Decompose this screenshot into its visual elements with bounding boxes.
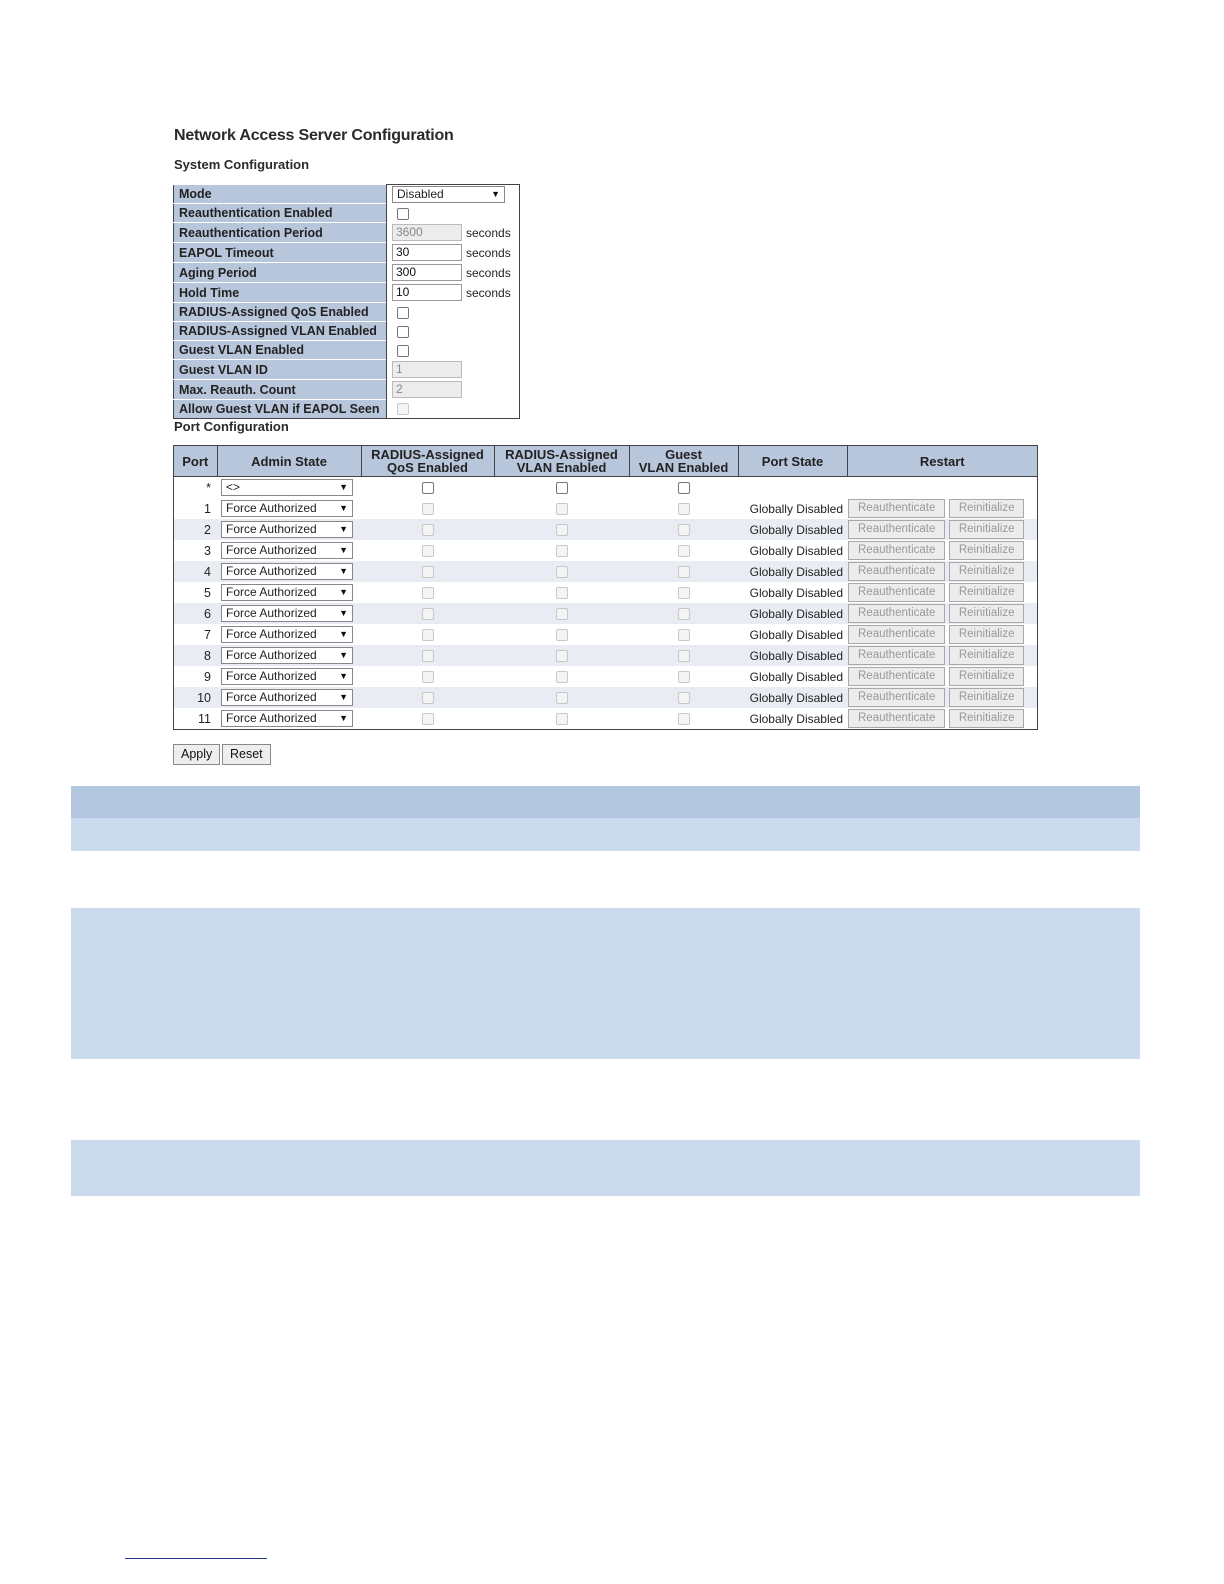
reinitialize-button[interactable]: Reinitialize — [949, 604, 1025, 623]
reinitialize-button[interactable]: Reinitialize — [949, 499, 1025, 518]
port-number: 11 — [198, 711, 211, 726]
radius-qos-checkbox[interactable] — [422, 671, 434, 683]
radius-qos-checkbox[interactable] — [422, 713, 434, 725]
port-number: 3 — [204, 543, 211, 558]
col-radius-qos — [361, 446, 494, 477]
eapol-timeout-input[interactable]: 30 — [392, 244, 462, 261]
guest-vlan-checkbox[interactable] — [678, 545, 690, 557]
port-number: 10 — [174, 687, 218, 708]
reset-button[interactable]: Reset — [222, 744, 271, 765]
reauthenticate-button[interactable]: Reauthenticate — [848, 604, 945, 623]
guest-vlan-checkbox[interactable] — [678, 566, 690, 578]
col-guest-vlan — [629, 446, 738, 477]
hold-time-label: Hold Time — [174, 283, 387, 303]
radius-vlan-checkbox[interactable] — [556, 671, 568, 683]
apply-button[interactable]: Apply — [173, 744, 220, 765]
table-row — [174, 582, 1038, 603]
mode-value: Disabled — [397, 186, 444, 201]
page-title: Network Access Server Configuration — [174, 127, 454, 144]
radius-vlan-checkbox[interactable] — [556, 503, 568, 515]
admin-state-select[interactable] — [221, 521, 353, 538]
footer-divider — [125, 1558, 267, 1559]
guest-vlan-checkbox[interactable] — [678, 503, 690, 515]
guest-vlan-checkbox[interactable] — [678, 608, 690, 620]
band-light — [71, 1140, 1140, 1196]
reinitialize-button[interactable]: Reinitialize — [949, 520, 1025, 539]
port-number: 5 — [204, 585, 211, 600]
admin-state-select[interactable] — [221, 668, 353, 685]
table-row — [174, 624, 1038, 645]
col-guest-vlan-line1: Guest — [665, 447, 702, 462]
table-row — [174, 645, 1038, 666]
table-row — [174, 666, 1038, 687]
admin-state-value: Force Authorized — [226, 627, 317, 641]
wildcard-guest-vlan-checkbox[interactable] — [678, 482, 690, 494]
radius-vlan-checkbox[interactable] — [556, 692, 568, 704]
wildcard-row — [174, 477, 1038, 499]
allow-guest-checkbox[interactable] — [397, 403, 409, 415]
guest-vlan-enabled-label: Guest VLAN Enabled — [174, 341, 387, 360]
reauthenticate-button[interactable]: Reauthenticate — [848, 520, 945, 539]
admin-state-select[interactable] — [221, 626, 353, 643]
wildcard-port: * — [206, 480, 211, 495]
port-number: 7 — [204, 627, 211, 642]
chevron-down-icon: ▼ — [339, 545, 348, 555]
col-admin-state: Admin State — [217, 446, 361, 477]
admin-state-select[interactable] — [221, 605, 353, 622]
radius-vlan-checkbox[interactable] — [556, 608, 568, 620]
table-row — [174, 540, 1038, 561]
chevron-down-icon: ▼ — [339, 524, 348, 534]
port-state: Globally Disabled — [749, 711, 843, 726]
reauth-period-input[interactable]: 3600 — [392, 224, 462, 241]
port-number: 9 — [204, 669, 211, 684]
port-config-table — [173, 445, 1038, 730]
seconds-unit: seconds — [466, 265, 511, 280]
col-radius-vlan-line2: VLAN Enabled — [516, 460, 607, 475]
col-port: Port — [174, 446, 218, 477]
chevron-down-icon: ▼ — [339, 671, 348, 681]
chevron-down-icon: ▼ — [491, 188, 500, 199]
reauthenticate-button[interactable]: Reauthenticate — [848, 646, 945, 665]
port-state: Globally Disabled — [738, 603, 847, 624]
guest-vlan-checkbox[interactable] — [678, 713, 690, 725]
radius-qos-checkbox[interactable] — [422, 692, 434, 704]
port-number: 1 — [204, 501, 211, 516]
reinitialize-button[interactable]: Reinitialize — [949, 625, 1025, 644]
col-radius-vlan-line1: RADIUS-Assigned — [505, 447, 618, 462]
radius-qos-checkbox[interactable] — [422, 608, 434, 620]
port-state: Globally Disabled — [738, 561, 847, 582]
reauthenticate-button[interactable]: Reauthenticate — [848, 709, 945, 728]
col-radius-qos-line1: RADIUS-Assigned — [371, 447, 484, 462]
table-row — [174, 519, 1038, 540]
port-state: Globally Disabled — [749, 501, 843, 516]
admin-state-select[interactable] — [221, 647, 353, 664]
port-state: Globally Disabled — [749, 543, 843, 558]
reinitialize-button[interactable]: Reinitialize — [949, 562, 1025, 581]
radius-qos-checkbox[interactable] — [422, 566, 434, 578]
radius-vlan-checkbox[interactable] — [556, 566, 568, 578]
admin-state-select[interactable] — [221, 710, 353, 727]
system-config-table — [173, 184, 520, 419]
admin-state-value: Force Authorized — [226, 669, 317, 683]
reinitialize-button[interactable]: Reinitialize — [949, 688, 1025, 707]
eapol-timeout-label: EAPOL Timeout — [174, 243, 387, 263]
admin-state-value: Force Authorized — [226, 690, 317, 704]
reinitialize-button[interactable]: Reinitialize — [949, 646, 1025, 665]
radius-qos-checkbox[interactable] — [422, 545, 434, 557]
port-state: Globally Disabled — [749, 669, 843, 684]
max-reauth-label: Max. Reauth. Count — [174, 380, 387, 400]
reauthenticate-button[interactable]: Reauthenticate — [848, 625, 945, 644]
reauthenticate-button[interactable]: Reauthenticate — [848, 499, 945, 518]
band-light — [71, 908, 1140, 1059]
guest-vlan-checkbox[interactable] — [678, 629, 690, 641]
wildcard-radius-vlan-checkbox[interactable] — [556, 482, 568, 494]
wildcard-admin-state-select[interactable] — [221, 479, 353, 496]
admin-state-value: Force Authorized — [226, 648, 317, 662]
col-restart: Restart — [847, 446, 1038, 477]
admin-state-value: Force Authorized — [226, 564, 317, 578]
radius-qos-checkbox[interactable] — [422, 587, 434, 599]
mode-label: Mode — [174, 185, 387, 204]
table-row — [174, 708, 1038, 730]
radius-qos-checkbox[interactable] — [422, 503, 434, 515]
table-row — [174, 603, 1038, 624]
chevron-down-icon: ▼ — [339, 608, 348, 618]
reauthenticate-button[interactable]: Reauthenticate — [848, 688, 945, 707]
col-guest-vlan-line2: VLAN Enabled — [638, 460, 729, 475]
radius-vlan-checkbox[interactable] — [397, 326, 409, 338]
port-state: Globally Disabled — [738, 687, 847, 708]
reauthenticate-button[interactable]: Reauthenticate — [848, 667, 945, 686]
chevron-down-icon: ▼ — [339, 692, 348, 702]
guest-vlan-enabled-checkbox[interactable] — [397, 345, 409, 357]
radius-qos-checkbox[interactable] — [422, 524, 434, 536]
port-number: 2 — [174, 519, 218, 540]
reauthenticate-button[interactable]: Reauthenticate — [848, 562, 945, 581]
guest-vlan-id-input[interactable]: 1 — [392, 361, 462, 378]
seconds-unit: seconds — [466, 245, 511, 260]
reauth-period-label: Reauthentication Period — [174, 223, 387, 243]
mode-select[interactable] — [392, 186, 505, 203]
reinitialize-button[interactable]: Reinitialize — [949, 541, 1025, 560]
col-port-state: Port State — [738, 446, 847, 477]
radius-vlan-label: RADIUS-Assigned VLAN Enabled — [174, 322, 387, 341]
wildcard-radius-qos-checkbox[interactable] — [422, 482, 434, 494]
port-number: 8 — [174, 645, 218, 666]
guest-vlan-checkbox[interactable] — [678, 692, 690, 704]
admin-state-select[interactable] — [221, 542, 353, 559]
admin-state-select[interactable] — [221, 584, 353, 601]
reauthenticate-button[interactable]: Reauthenticate — [848, 541, 945, 560]
guest-vlan-id-label: Guest VLAN ID — [174, 360, 387, 380]
port-config-heading: Port Configuration — [174, 419, 289, 434]
radius-qos-checkbox[interactable] — [397, 307, 409, 319]
radius-vlan-checkbox[interactable] — [556, 629, 568, 641]
wildcard-admin-state-value: <> — [226, 480, 241, 494]
port-state: Globally Disabled — [738, 519, 847, 540]
guest-vlan-checkbox[interactable] — [678, 671, 690, 683]
reinitialize-button[interactable]: Reinitialize — [949, 583, 1025, 602]
guest-vlan-checkbox[interactable] — [678, 650, 690, 662]
radius-vlan-checkbox[interactable] — [556, 713, 568, 725]
radius-qos-checkbox[interactable] — [422, 650, 434, 662]
chevron-down-icon: ▼ — [339, 482, 348, 492]
table-row — [174, 561, 1038, 582]
reinitialize-button[interactable]: Reinitialize — [949, 667, 1025, 686]
reauth-enabled-label: Reauthentication Enabled — [174, 204, 387, 223]
radius-vlan-checkbox[interactable] — [556, 524, 568, 536]
band-light — [71, 818, 1140, 851]
chevron-down-icon: ▼ — [339, 713, 348, 723]
admin-state-value: Force Authorized — [226, 585, 317, 599]
allow-guest-label: Allow Guest VLAN if EAPOL Seen — [174, 400, 387, 419]
chevron-down-icon: ▼ — [339, 566, 348, 576]
max-reauth-input[interactable]: 2 — [392, 381, 462, 398]
system-config-heading: System Configuration — [174, 157, 310, 172]
admin-state-select[interactable] — [221, 563, 353, 580]
guest-vlan-checkbox[interactable] — [678, 524, 690, 536]
band-dark — [71, 786, 1140, 818]
chevron-down-icon: ▼ — [339, 650, 348, 660]
admin-state-value: Force Authorized — [226, 501, 317, 515]
radius-qos-label: RADIUS-Assigned QoS Enabled — [174, 303, 387, 322]
admin-state-select[interactable] — [221, 500, 353, 517]
chevron-down-icon: ▼ — [339, 587, 348, 597]
aging-period-label: Aging Period — [174, 263, 387, 283]
col-radius-qos-line2: QoS Enabled — [387, 460, 468, 475]
radius-vlan-checkbox[interactable] — [556, 650, 568, 662]
port-number: 6 — [174, 603, 218, 624]
reauth-enabled-checkbox[interactable] — [397, 208, 409, 220]
admin-state-value: Force Authorized — [226, 711, 317, 725]
radius-vlan-checkbox[interactable] — [556, 545, 568, 557]
admin-state-value: Force Authorized — [226, 606, 317, 620]
port-state: Globally Disabled — [749, 627, 843, 642]
guest-vlan-checkbox[interactable] — [678, 587, 690, 599]
port-state: Globally Disabled — [749, 585, 843, 600]
admin-state-value: Force Authorized — [226, 543, 317, 557]
aging-period-input[interactable]: 300 — [392, 264, 462, 281]
port-number: 4 — [174, 561, 218, 582]
col-radius-vlan — [494, 446, 629, 477]
hold-time-input[interactable]: 10 — [392, 284, 462, 301]
admin-state-select[interactable] — [221, 689, 353, 706]
table-row — [174, 498, 1038, 519]
port-state: Globally Disabled — [738, 645, 847, 666]
table-row — [174, 687, 1038, 708]
reinitialize-button[interactable]: Reinitialize — [949, 709, 1025, 728]
reauthenticate-button[interactable]: Reauthenticate — [848, 583, 945, 602]
seconds-unit: seconds — [466, 285, 511, 300]
radius-qos-checkbox[interactable] — [422, 629, 434, 641]
seconds-unit: seconds — [466, 225, 511, 240]
chevron-down-icon: ▼ — [339, 629, 348, 639]
radius-vlan-checkbox[interactable] — [556, 587, 568, 599]
chevron-down-icon: ▼ — [339, 503, 348, 513]
admin-state-value: Force Authorized — [226, 522, 317, 536]
